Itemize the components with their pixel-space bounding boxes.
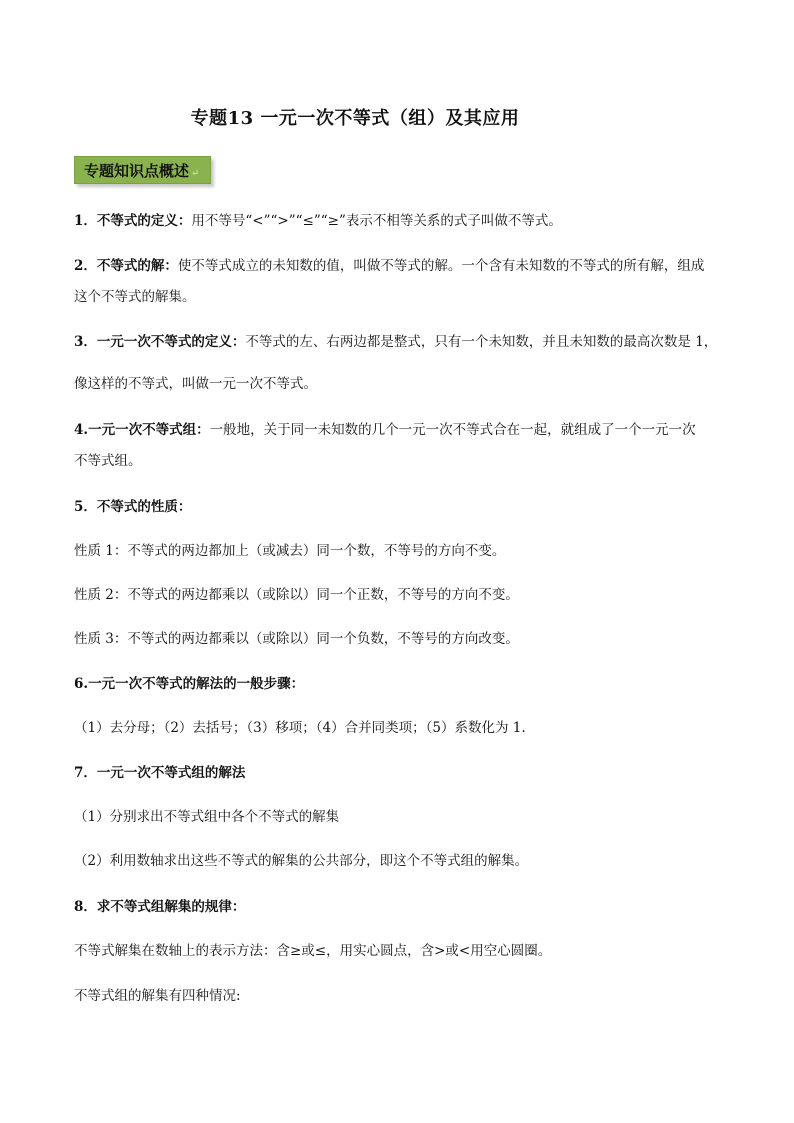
definition-inequality-system-cont <box>74 449 734 473</box>
item-heading: 5．不等式的性质： <box>74 499 192 515</box>
rules-heading <box>74 895 734 919</box>
definition-inequality <box>74 209 734 233</box>
system-step-2: （2）利用数轴求出这些不等式的解集的公共部分，即这个不等式组的解集。 <box>74 853 529 869</box>
item-heading: 1．不等式的定义： <box>74 213 192 229</box>
item-heading: 2．不等式的解： <box>74 258 178 274</box>
solving-steps: （1）去分母；（2）去括号；（3）移项；（4）合并同类项；（5）系数化为 1. <box>74 720 526 736</box>
definition-inequality-system <box>74 418 734 442</box>
return-mark-icon: ↵ <box>191 167 200 179</box>
item-text: 一般地，关于同一未知数的几个一元一次不等式合在一起，就组成了一个一元一次 <box>209 422 696 438</box>
rule-four-cases: 不等式组的解集有四种情况: <box>74 988 241 1004</box>
definition-solution <box>74 254 734 278</box>
section-badge <box>74 156 211 184</box>
solving-steps-heading <box>74 672 734 696</box>
property-1: 性质 1：不等式的两边都加上（或减去）同一个数，不等号的方向不变。 <box>74 543 506 559</box>
property-2: 性质 2：不等式的两边都乘以（或除以）同一个正数，不等号的方向不变。 <box>74 587 519 603</box>
section-badge-label: 专题知识点概述 <box>84 161 190 180</box>
rule-number-line: 不等式解集在数轴上的表示方法：含≥或≤，用实心圆点，含>或<用空心圆圈。 <box>74 943 552 959</box>
property-3: 性质 3：不等式的两边都乘以（或除以）同一个负数，不等号的方向改变。 <box>74 631 519 647</box>
item-heading: 3．一元一次不等式的定义： <box>74 334 246 350</box>
system-step-1: （1）分别求出不等式组中各个不等式的解集 <box>74 809 340 825</box>
item-text: 用不等号“<”“>”“≤”“≥”表示不相等关系的式子叫做不等式。 <box>191 213 562 229</box>
properties-heading <box>74 495 734 519</box>
item-heading: 4.一元一次不等式组： <box>74 422 210 438</box>
definition-linear-inequality <box>74 330 734 354</box>
item-heading: 8．求不等式组解集的规律： <box>74 899 246 915</box>
system-solving-heading <box>74 761 734 785</box>
item-heading: 6.一元一次不等式的解法的一般步骤： <box>74 676 305 692</box>
item-text: 这个不等式的解集。 <box>74 289 196 305</box>
item-heading: 7．一元一次不等式组的解法 <box>74 765 246 781</box>
page-title: 专题13 一元一次不等式（组）及其应用 <box>190 108 520 129</box>
item-text: 不等式组。 <box>74 453 142 469</box>
definition-solution-cont <box>74 285 734 309</box>
item-text: 像这样的不等式，叫做一元一次不等式。 <box>74 376 317 392</box>
item-text: 不等式的左、右两边都是整式，只有一个未知数，并且未知数的最高次数是 1， <box>245 334 718 350</box>
item-text: 使不等式成立的未知数的值，叫做不等式的解。一个含有未知数的不等式的所有解，组成 <box>177 258 705 274</box>
definition-linear-inequality-cont <box>74 372 734 396</box>
